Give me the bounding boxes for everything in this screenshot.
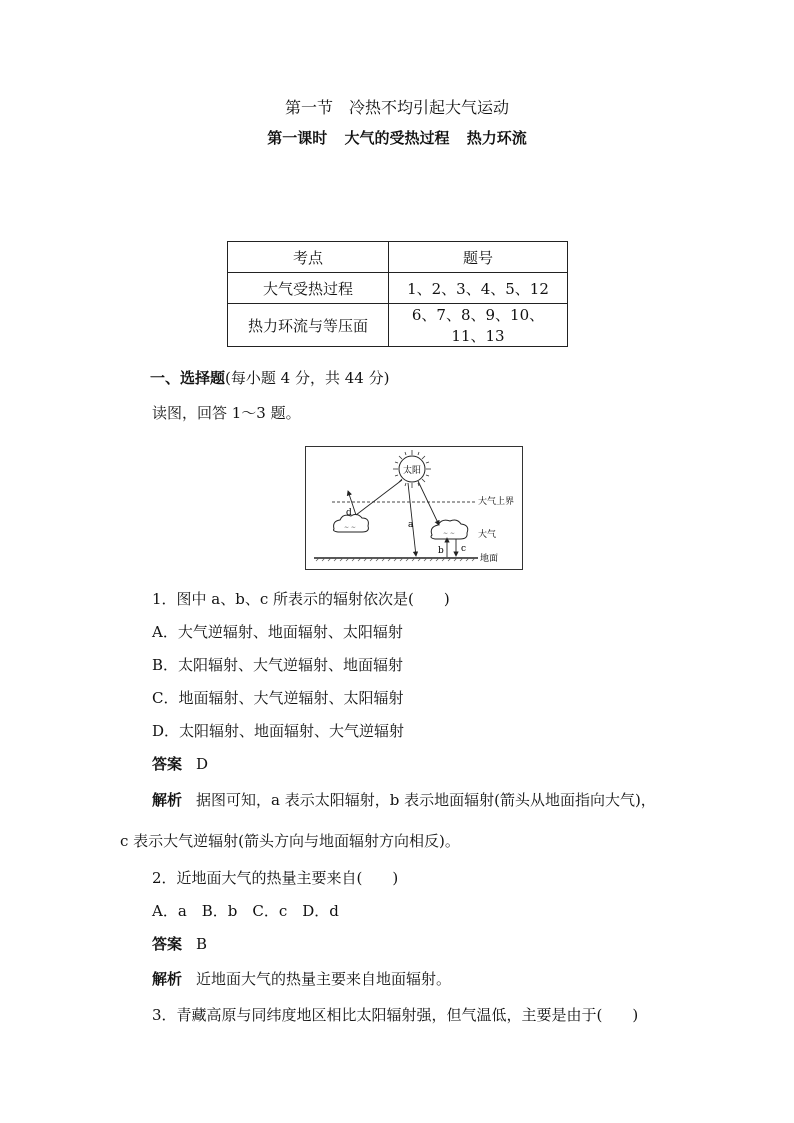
label-c: c [461, 544, 467, 554]
answer-value: B [196, 935, 208, 953]
q1-option-c: C．地面辐射、大气逆辐射、太阳辐射 [152, 689, 404, 707]
analysis-label: 解析 [152, 970, 183, 988]
q1-answer [152, 753, 208, 774]
table-cell: 热力环流与等压面 [228, 304, 389, 347]
section-heading [150, 367, 389, 388]
table-header-row [228, 242, 568, 273]
q2-answer [152, 933, 207, 954]
answer-value: D [196, 755, 209, 773]
label-a: a [408, 520, 414, 530]
lesson-part2: 热力环流 [466, 129, 527, 147]
radiation-diagram [305, 446, 523, 570]
section-title: 第一节 冷热不均引起大气运动 [284, 98, 509, 117]
q1-option-b: B．太阳辐射、大气逆辐射、地面辐射 [152, 656, 404, 674]
section-heading-label: 一、选择题 [150, 369, 226, 387]
lesson-part1: 大气的受热过程 [344, 129, 450, 147]
analysis-label: 解析 [152, 791, 183, 809]
q2-analysis [152, 968, 451, 989]
q1-option-a: A．大气逆辐射、地面辐射、太阳辐射 [152, 623, 403, 641]
table-row [228, 273, 568, 304]
sun-label: 太阳 [402, 466, 422, 476]
svg-text:∼ ∼: ∼ ∼ [443, 530, 455, 537]
analysis-text: 据图可知，a 表示太阳辐射，b 表示地面辐射(箭头从地面指向大气)， [196, 791, 656, 809]
q2-options: A．a B．b C．c D．d [152, 902, 339, 920]
kaodian-table [227, 241, 568, 347]
table-header-cell: 题号 [389, 242, 568, 273]
table-header-cell: 考点 [228, 242, 389, 273]
table-cell: 1、2、3、4、5、12 [389, 273, 568, 304]
table-cell: 大气受热过程 [228, 273, 389, 304]
q2-stem: 2．近地面大气的热量主要来自( ) [152, 869, 399, 887]
arrow-sun-to-cloud [356, 480, 402, 515]
svg-text:∼ ∼: ∼ ∼ [344, 524, 356, 531]
q1-analysis-line1 [152, 789, 656, 810]
lesson-title [0, 127, 794, 148]
q1-stem: 1．图中 a、b、c 所表示的辐射依次是( ) [152, 590, 450, 608]
section-heading-note: (每小题 4 分，共 44 分) [225, 369, 390, 387]
lesson-prefix: 第一课时 [267, 129, 328, 147]
answer-label: 答案 [152, 935, 183, 953]
label-atmosphere: 大气 [478, 530, 497, 540]
label-d: d [346, 508, 352, 518]
analysis-text: 近地面大气的热量主要来自地面辐射。 [196, 970, 452, 988]
q1-option-d: D．太阳辐射、地面辐射、大气逆辐射 [152, 722, 405, 740]
arrow-sun-to-right-cloud [418, 481, 439, 525]
table-cell: 6、7、8、9、10、11、13 [389, 304, 568, 347]
table-row [228, 304, 568, 347]
label-ground: 地面 [480, 554, 499, 564]
label-upper-boundary: 大气上界 [478, 497, 515, 507]
q3-stem: 3．青藏高原与同纬度地区相比太阳辐射强，但气温低，主要是由于( ) [152, 1006, 639, 1024]
intro-text: 读图，回答 1～3 题。 [152, 404, 301, 422]
label-b: b [438, 546, 444, 556]
q1-analysis-line2: c 表示大气逆辐射(箭头方向与地面辐射方向相反)。 [120, 832, 460, 850]
radiation-diagram-svg [306, 447, 522, 569]
answer-label: 答案 [152, 755, 183, 773]
